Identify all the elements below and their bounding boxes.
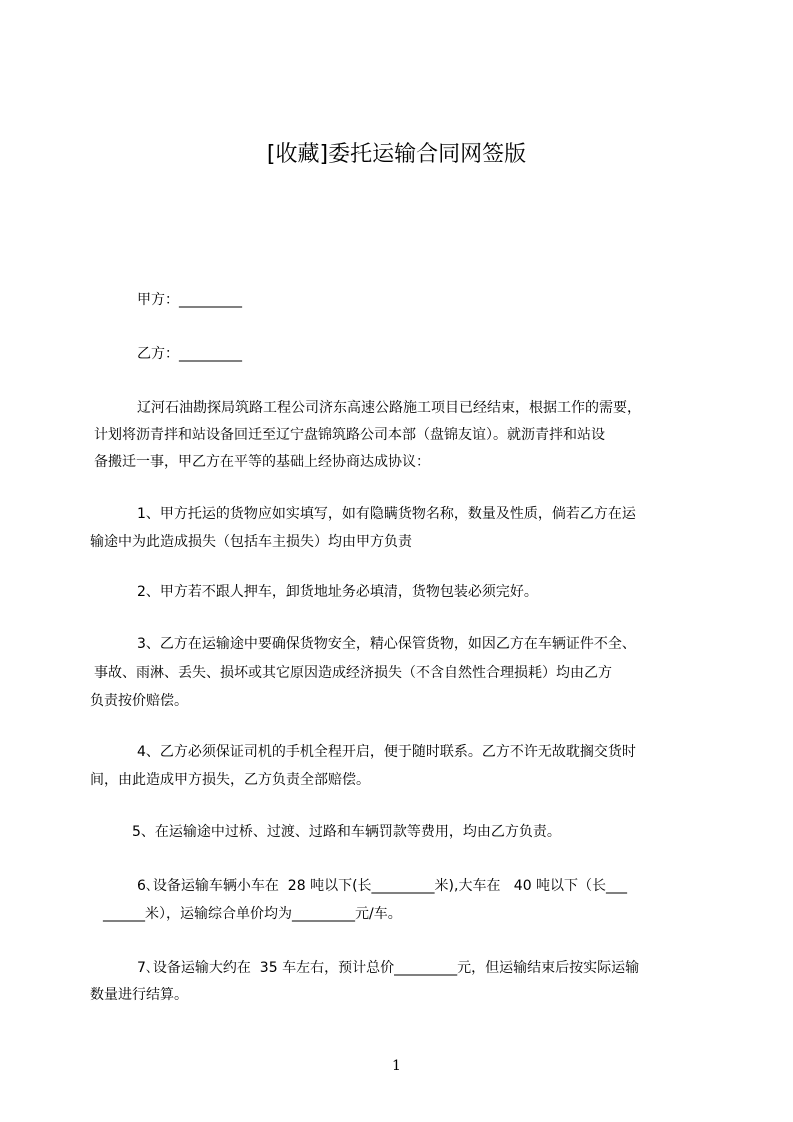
party-b-line: 乙方：_________: [137, 346, 242, 362]
clause-4-line: 间，由此造成甲方损失，乙方负责全部赔偿。: [90, 772, 370, 788]
clause-1-line: 输途中为此造成损失（包括车主损失）均由甲方负责: [90, 534, 412, 550]
clause-5-line: 5、在运输途中过桥、过渡、过路和车辆罚款等费用，均由乙方负责。: [132, 824, 561, 840]
clause-7-line: 数量进行结算。: [90, 987, 188, 1003]
clause-3-line: 事故、雨淋、丢失、损坏或其它原因造成经济损失（不含自然性合理损耗）均由乙方: [94, 665, 612, 681]
page-number: 1: [392, 1058, 401, 1074]
clause-3-line: 3、乙方在运输途中要确保货物安全，精心保管货物，如因乙方在车辆证件不全、: [137, 636, 636, 652]
clause-3-line: 负责按价赔偿。: [90, 693, 188, 709]
party-a-line: 甲方：_________: [137, 292, 242, 308]
clause-2-line: 2、甲方若不跟人押车，卸货地址务必填清，货物包装必须完好。: [137, 584, 538, 600]
clause-6-line: 6､设备运输车辆小车在 28 吨以下(长_________米),大车在 40 吨以下（长___: [137, 878, 628, 894]
clause-6-line: ______米），运输综合单价均为_________元/车。: [103, 906, 402, 922]
clause-4-line: 4、乙方必须保证司机的手机全程开启，便于随时联系。乙方不许无故耽搁交货时: [137, 744, 636, 760]
intro-line: 计划将沥青拌和站设备回迁至辽宁盘锦筑路公司本部（盘锦友谊）。就沥青拌和站设: [94, 427, 605, 443]
clause-1-line: 1、甲方托运的货物应如实填写，如有隐瞒货物名称，数量及性质，倘若乙方在运: [137, 506, 636, 522]
intro-line: 备搬迁一事，甲乙方在平等的基础上经协商达成协议：: [94, 454, 430, 470]
clause-7-line: 7､设备运输大约在 35 车左右，预计总价_________元，但运输结束后按实际运输: [137, 960, 640, 976]
intro-line: 辽河石油勘探局筑路工程公司济东高速公路施工项目已经结束，根据工作的需要，: [137, 400, 641, 416]
document-title: [收藏]委托运输合同网签版: [266, 142, 527, 167]
